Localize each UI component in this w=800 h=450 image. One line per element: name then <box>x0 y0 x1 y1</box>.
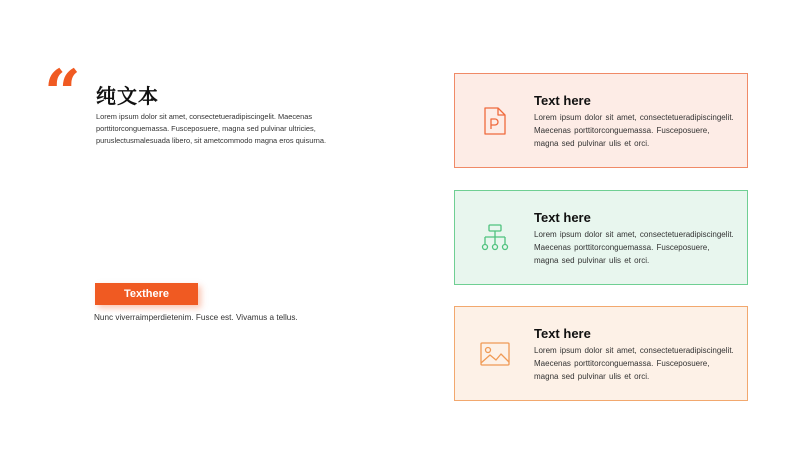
document-p-icon <box>479 105 511 137</box>
tag-caption: Nunc viverraimperdietenim. Fusce est. Vivamus a tellus. <box>94 313 298 322</box>
text-here-tag: Texthere <box>95 283 198 305</box>
image-icon <box>479 338 511 370</box>
org-chart-icon <box>479 222 511 254</box>
card-document <box>454 73 748 168</box>
page-title: 纯文本 <box>96 84 159 108</box>
card-org-chart <box>454 190 748 285</box>
quote-mark-icon: “ <box>44 56 81 131</box>
card-title: Text here <box>534 93 591 108</box>
card-image <box>454 306 748 401</box>
card-body: Lorem ipsum dolor sit amet, consectetueradipiscingelit. Maecenas porttitorconguemassa. Fusceposuere, magna sed pulvinar ulis et orci. <box>534 230 734 265</box>
card-body: Lorem ipsum dolor sit amet, consectetueradipiscingelit. Maecenas porttitorconguemassa. Fusceposuere, magna sed pulvinar ulis et orci. <box>534 346 734 381</box>
card-title: Text here <box>534 210 591 225</box>
intro-paragraph: Lorem ipsum dolor sit amet, consectetueradipiscingelit. Maecenas porttitorconguemassa. Fusceposuere, magna sed pulvinar ultricies, puruslectusmalesuada libero, sit ametcommodo magna eros quisurna. <box>96 112 327 145</box>
card-body: Lorem ipsum dolor sit amet, consectetueradipiscingelit. Maecenas porttitorconguemassa. Fusceposuere, magna sed pulvinar ulis et orci. <box>534 113 734 148</box>
card-title: Text here <box>534 326 591 341</box>
